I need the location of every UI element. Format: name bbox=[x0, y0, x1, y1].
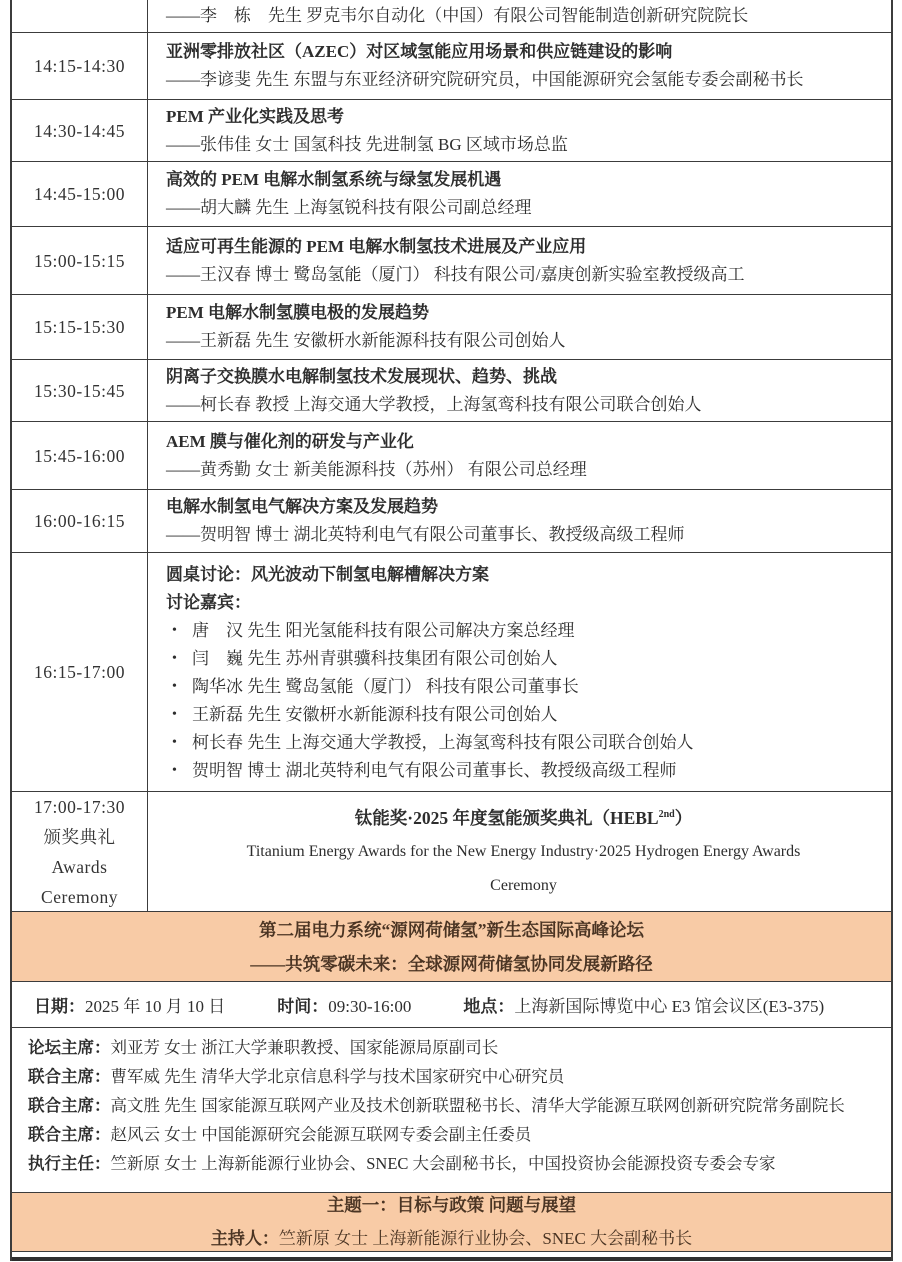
chair-text: 曹军威 先生 清华大学北京信息科学与技术国家研究中心研究员 bbox=[110, 1067, 565, 1086]
time-cell: 14:30-14:45 bbox=[12, 100, 148, 161]
session-title: 高效的 PEM 电解水制氢系统与绿氢发展机遇 bbox=[166, 170, 502, 189]
theme-host-line bbox=[211, 1226, 692, 1252]
session-cell bbox=[148, 227, 891, 294]
awards-time-label-en2: Ceremony bbox=[41, 886, 118, 907]
bullet-icon: • bbox=[172, 735, 177, 750]
venue-label: 地点： bbox=[463, 997, 515, 1016]
host-text: 竺新原 女士 上海新能源行业协会、SNEC 大会副秘书长 bbox=[278, 1229, 693, 1248]
forum-venue bbox=[463, 992, 824, 1017]
table-row bbox=[12, 0, 891, 33]
session-cell bbox=[148, 295, 891, 359]
session-cell bbox=[148, 162, 891, 226]
chair-line bbox=[28, 1091, 885, 1120]
chair-role-label: 联合主席： bbox=[28, 1125, 111, 1144]
awards-title-en-line1: Titanium Energy Awards for the New Energy Industry·2025 Hydrogen Energy Awards bbox=[246, 843, 801, 860]
guest-text: 柯长春 先生 上海交通大学教授，上海氢鸾科技有限公司联合创始人 bbox=[192, 733, 694, 752]
table-row bbox=[12, 422, 891, 490]
bullet-icon: • bbox=[172, 651, 177, 666]
session-cell bbox=[148, 0, 891, 32]
awards-cell bbox=[148, 792, 891, 911]
chair-line bbox=[28, 1149, 885, 1178]
table-row bbox=[12, 360, 891, 422]
session-title: 电解水制氢电气解决方案及发展趋势 bbox=[166, 497, 438, 516]
awards-title-en-line2: Ceremony bbox=[490, 877, 557, 894]
time-cell: 15:15-15:30 bbox=[12, 295, 148, 359]
guest-item bbox=[166, 757, 881, 785]
awards-row bbox=[12, 792, 891, 912]
time-cell: 16:00-16:15 bbox=[12, 490, 148, 552]
awards-time: 17:00-17:30 bbox=[33, 796, 126, 817]
time-cell bbox=[12, 0, 148, 32]
table-row bbox=[12, 490, 891, 553]
guest-text: 王新磊 先生 安徽枅水新能源科技有限公司创始人 bbox=[192, 705, 558, 724]
guest-text: 闫 巍 先生 苏州青骐骥科技集团有限公司创始人 bbox=[192, 649, 558, 668]
session-speaker: ——贺明智 博士 湖北英特利电气有限公司董事长、教授级高级工程师 bbox=[166, 525, 685, 544]
time-value: 09:30-16:00 bbox=[328, 997, 412, 1016]
forum-time bbox=[277, 992, 411, 1017]
session-speaker: ——王汉春 博士 鹭岛氢能（厦门） 科技有限公司/嘉庚创新实验室教授级高工 bbox=[166, 264, 745, 284]
awards-title-prefix: 钛能奖·2025 年度氢能颁奖典礼（HEBL bbox=[354, 808, 659, 828]
guest-item bbox=[166, 645, 881, 673]
chair-line bbox=[28, 1033, 885, 1062]
time-cell: 15:45-16:00 bbox=[12, 422, 148, 489]
session-title: AEM 膜与催化剂的研发与产业化 bbox=[166, 431, 414, 451]
guest-item bbox=[166, 729, 881, 757]
session-cell bbox=[148, 100, 891, 161]
time-label: 时间： bbox=[277, 997, 329, 1016]
table-row bbox=[12, 33, 891, 100]
awards-time-label-cn: 颁奖典礼 bbox=[43, 826, 116, 847]
date-label: 日期： bbox=[34, 997, 85, 1016]
awards-title-cn bbox=[355, 805, 692, 830]
session-speaker: ——柯长春 教授 上海交通大学教授，上海氢鸾科技有限公司联合创始人 bbox=[166, 394, 702, 414]
chair-line bbox=[28, 1062, 885, 1091]
session-speaker: ——王新磊 先生 安徽枅水新能源科技有限公司创始人 bbox=[166, 331, 566, 350]
session-title: 亚洲零排放社区（AZEC）对区域氢能应用场景和供应链建设的影响 bbox=[166, 42, 673, 61]
time-cell: 14:45-15:00 bbox=[12, 162, 148, 226]
time-cell: 16:15-17:00 bbox=[12, 553, 148, 791]
guest-item bbox=[166, 617, 881, 645]
session-title: 适应可再生能源的 PEM 电解水制氢技术进展及产业应用 bbox=[166, 236, 587, 256]
guest-text: 唐 汉 先生 阳光氢能科技有限公司解决方案总经理 bbox=[192, 621, 575, 640]
table-row bbox=[12, 295, 891, 360]
forum-banner-subtitle: ——共筑零碳未来：全球源网荷储氢协同发展新路径 bbox=[250, 953, 653, 974]
agenda-table bbox=[10, 0, 893, 1261]
roundtable-title: 圆桌讨论：风光波动下制氢电解槽解决方案 bbox=[166, 565, 489, 584]
session-title: PEM 电解水制氢膜电极的发展趋势 bbox=[166, 303, 430, 322]
guest-text: 贺明智 博士 湖北英特利电气有限公司董事长、教授级高级工程师 bbox=[192, 761, 677, 780]
chair-role-label: 联合主席： bbox=[28, 1096, 111, 1115]
time-cell: 14:15-14:30 bbox=[12, 33, 148, 99]
date-value: 2025 年 10 月 10 日 bbox=[85, 997, 226, 1016]
guest-text: 陶华冰 先生 鹭岛氢能（厦门） 科技有限公司董事长 bbox=[192, 677, 579, 696]
chair-text: 竺新原 女士 上海新能源行业协会、SNEC 大会副秘书长，中国投资协会能源投资专委会专家 bbox=[110, 1154, 776, 1173]
chairs-block bbox=[12, 1028, 891, 1193]
bullet-icon: • bbox=[172, 763, 177, 778]
guest-item bbox=[166, 673, 881, 701]
roundtable-row bbox=[12, 553, 891, 792]
bullet-icon: • bbox=[172, 679, 177, 694]
session-speaker: ——黄秀勤 女士 新美能源科技（苏州） 有限公司总经理 bbox=[166, 459, 587, 479]
forum-info-row bbox=[12, 982, 891, 1028]
theme-title: 主题一：目标与政策 问题与展望 bbox=[326, 1195, 577, 1215]
awards-title-suffix: ） bbox=[674, 808, 693, 828]
session-speaker: ——李谚斐 先生 东盟与东亚经济研究院研究员，中国能源研究会氢能专委会副秘书长 bbox=[166, 70, 804, 89]
roundtable-cell bbox=[148, 553, 891, 791]
chair-text: 赵风云 女士 中国能源研究会能源互联网专委会副主任委员 bbox=[110, 1125, 532, 1144]
chair-text: 高文胜 先生 国家能源互联网产业及技术创新联盟秘书长、清华大学能源互联网创新研究院常务副院长 bbox=[110, 1096, 845, 1115]
session-title: 阴离子交换膜水电解制氢技术发展现状、趋势、挑战 bbox=[166, 366, 557, 386]
table-row bbox=[12, 100, 891, 162]
bullet-icon: • bbox=[172, 707, 177, 722]
table-row bbox=[12, 162, 891, 227]
guest-item bbox=[166, 701, 881, 729]
forum-banner bbox=[12, 912, 891, 982]
session-cell bbox=[148, 422, 891, 489]
session-cell bbox=[148, 33, 891, 99]
session-cell bbox=[148, 490, 891, 552]
awards-time-cell bbox=[12, 792, 148, 911]
time-cell: 15:00-15:15 bbox=[12, 227, 148, 294]
session-cell bbox=[148, 360, 891, 421]
awards-title-superscript: 2nd bbox=[658, 809, 675, 821]
venue-value: 上海新国际博览中心 E3 馆会议区(E3-375) bbox=[514, 997, 825, 1016]
forum-date bbox=[34, 992, 225, 1017]
bullet-icon: • bbox=[172, 623, 177, 638]
time-cell: 15:30-15:45 bbox=[12, 360, 148, 421]
next-section-divider bbox=[12, 1257, 891, 1261]
chair-text: 刘亚芳 女士 浙江大学兼职教授、国家能源局原副司长 bbox=[110, 1038, 499, 1057]
session-speaker: ——李 栋 先生 罗克韦尔自动化（中国）有限公司智能制造创新研究院院长 bbox=[166, 6, 749, 25]
chair-line bbox=[28, 1120, 885, 1149]
session-title: PEM 产业化实践及思考 bbox=[166, 106, 345, 126]
table-row bbox=[12, 227, 891, 295]
chair-role-label: 执行主任： bbox=[28, 1154, 111, 1173]
session-speaker: ——胡大麟 先生 上海氢锐科技有限公司副总经理 bbox=[166, 198, 532, 217]
chair-role-label: 论坛主席： bbox=[28, 1038, 111, 1057]
session-speaker: ——张伟佳 女士 国氢科技 先进制氢 BG 区域市场总监 bbox=[166, 134, 568, 154]
chair-role-label: 联合主席： bbox=[28, 1067, 111, 1086]
host-label: 主持人： bbox=[210, 1229, 279, 1248]
awards-time-label-en1: Awards bbox=[51, 856, 108, 877]
guests-label: 讨论嘉宾： bbox=[166, 593, 251, 612]
theme-banner bbox=[12, 1193, 891, 1252]
forum-banner-title: 第二届电力系统“源网荷储氢”新生态国际高峰论坛 bbox=[259, 919, 644, 940]
